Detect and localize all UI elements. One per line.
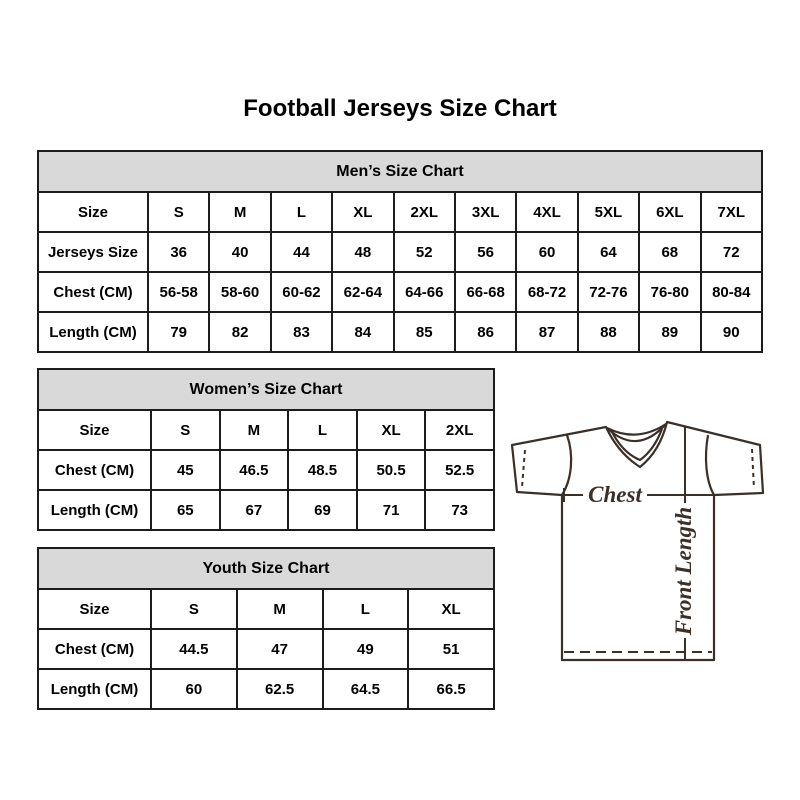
value-cell: 52: [394, 232, 455, 272]
value-cell: 67: [220, 490, 289, 530]
armhole-seam-left: [562, 435, 571, 495]
row-label: Chest (CM): [38, 272, 148, 312]
youth-size-table: [37, 547, 495, 710]
value-cell: 62.5: [237, 669, 323, 709]
value-cell: L: [288, 410, 357, 450]
table-title: Men’s Size Chart: [38, 151, 762, 192]
row-label: Length (CM): [38, 490, 151, 530]
table-row: [38, 192, 762, 232]
value-cell: 48.5: [288, 450, 357, 490]
value-cell: 64.5: [323, 669, 409, 709]
row-label: Jerseys Size: [38, 232, 148, 272]
chest-label: Chest: [588, 482, 642, 507]
value-cell: 47: [237, 629, 323, 669]
value-cell: 88: [578, 312, 639, 352]
value-cell: 90: [701, 312, 762, 352]
value-cell: 80-84: [701, 272, 762, 312]
value-cell: S: [148, 192, 209, 232]
page-title: Football Jerseys Size Chart: [243, 95, 557, 122]
value-cell: 82: [209, 312, 270, 352]
value-cell: 73: [425, 490, 494, 530]
value-cell: XL: [332, 192, 393, 232]
value-cell: M: [209, 192, 270, 232]
value-cell: 52.5: [425, 450, 494, 490]
value-cell: 64-66: [394, 272, 455, 312]
row-label: Chest (CM): [38, 450, 151, 490]
value-cell: 49: [323, 629, 409, 669]
value-cell: 66.5: [408, 669, 494, 709]
row-label: Length (CM): [38, 312, 148, 352]
value-cell: 2XL: [394, 192, 455, 232]
value-cell: 45: [151, 450, 220, 490]
value-cell: 72-76: [578, 272, 639, 312]
value-cell: 60-62: [271, 272, 332, 312]
value-cell: 65: [151, 490, 220, 530]
value-cell: 60: [151, 669, 237, 709]
value-cell: 71: [357, 490, 426, 530]
jersey-measurement-diagram: [505, 413, 767, 665]
value-cell: 58-60: [209, 272, 270, 312]
table-row: [38, 410, 494, 450]
table-row: [38, 629, 494, 669]
table-row: [38, 589, 494, 629]
value-cell: L: [323, 589, 409, 629]
value-cell: 2XL: [425, 410, 494, 450]
value-cell: 69: [288, 490, 357, 530]
value-cell: 87: [516, 312, 577, 352]
value-cell: 36: [148, 232, 209, 272]
table-title: Women’s Size Chart: [38, 369, 494, 410]
value-cell: XL: [408, 589, 494, 629]
value-cell: 5XL: [578, 192, 639, 232]
table-row: [38, 450, 494, 490]
value-cell: L: [271, 192, 332, 232]
row-label: Length (CM): [38, 669, 151, 709]
value-cell: 68-72: [516, 272, 577, 312]
value-cell: 48: [332, 232, 393, 272]
value-cell: 4XL: [516, 192, 577, 232]
row-label: Size: [38, 410, 151, 450]
row-label: Size: [38, 192, 148, 232]
value-cell: M: [220, 410, 289, 450]
value-cell: 89: [639, 312, 700, 352]
value-cell: 56: [455, 232, 516, 272]
value-cell: 50.5: [357, 450, 426, 490]
value-cell: 66-68: [455, 272, 516, 312]
table-row: [38, 272, 762, 312]
value-cell: 64: [578, 232, 639, 272]
table-row: [38, 490, 494, 530]
value-cell: 62-64: [332, 272, 393, 312]
value-cell: 84: [332, 312, 393, 352]
value-cell: 51: [408, 629, 494, 669]
value-cell: 60: [516, 232, 577, 272]
armhole-seam-right: [706, 435, 714, 495]
value-cell: M: [237, 589, 323, 629]
table-row: [38, 669, 494, 709]
value-cell: S: [151, 410, 220, 450]
value-cell: 79: [148, 312, 209, 352]
table-title: Youth Size Chart: [38, 548, 494, 589]
value-cell: 83: [271, 312, 332, 352]
sleeve-cuff-dash-left: [522, 450, 525, 487]
value-cell: 85: [394, 312, 455, 352]
row-label: Size: [38, 589, 151, 629]
value-cell: 44: [271, 232, 332, 272]
value-cell: 46.5: [220, 450, 289, 490]
value-cell: XL: [357, 410, 426, 450]
row-label: Chest (CM): [38, 629, 151, 669]
value-cell: S: [151, 589, 237, 629]
womens-size-table: [37, 368, 495, 531]
table-row: [38, 232, 762, 272]
value-cell: 56-58: [148, 272, 209, 312]
table-row: [38, 312, 762, 352]
value-cell: 40: [209, 232, 270, 272]
value-cell: 72: [701, 232, 762, 272]
value-cell: 68: [639, 232, 700, 272]
value-cell: 44.5: [151, 629, 237, 669]
sleeve-cuff-dash-right: [752, 449, 754, 489]
mens-size-table: [37, 150, 763, 353]
value-cell: 6XL: [639, 192, 700, 232]
value-cell: 3XL: [455, 192, 516, 232]
value-cell: 86: [455, 312, 516, 352]
value-cell: 7XL: [701, 192, 762, 232]
value-cell: 76-80: [639, 272, 700, 312]
front-length-label: Front Length: [671, 506, 696, 636]
